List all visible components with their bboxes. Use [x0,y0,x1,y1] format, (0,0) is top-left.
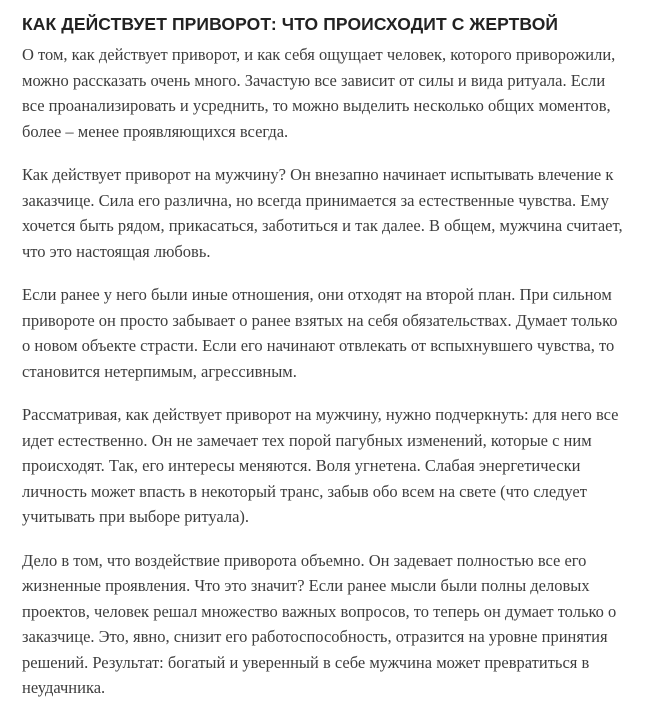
article-paragraph: Если ранее у него были иные отношения, они отходят на второй план. При сильном привороте он просто забывает о ранее взятых на себя обязательствах. Думает только о новом объекте страсти. Если его начинают отвлекать от вспыхнувшего чувства, то становится нетерпимым, агрессивным. [22,285,618,381]
article-paragraph: О том, как действует приворот, и как себя ощущает человек, которого приворожили, можно рассказать очень много. Зачастую все зависит от силы и вида ритуала. Если все проанализировать и усреднить, то можно выделить несколько общих моментов, более – менее проявляющихся всегда. [22,45,616,141]
article-paragraph: Как действует приворот на мужчину? Он внезапно начинает испытывать влечение к заказчице. Сила его различна, но всегда принимается за естественные чувства. Ему хочется быть рядом, прикасаться, заботиться и так далее. В общем, мужчина считает, что это настоящая любовь. [22,165,623,261]
article-paragraph: Рассматривая, как действует приворот на мужчину, нужно подчеркнуть: для него все идет естественно. Он не замечает тех порой пагубных изменений, которые с ним происходят. Так, его интересы меняются. Воля угнетена. Слабая энергетически личность может впасть в некоторый транс, забыв обо всем на свете (что следует учитывать при выборе ритуала). [22,405,619,526]
article-paragraph: Дело в том, что воздействие приворота объемно. Он задевает полностью все его жизненные проявления. Что это значит? Если ранее мысли были полны деловых проектов, человек решал множество важных вопросов, то теперь он думает только о заказчице. Это, явно, снизит его работоспособность, отразится на уровне принятия решений. Результат: богатый и уверенный в себе мужчина может превратиться в неудачника. [22,550,617,697]
article-title: КАК ДЕЙСТВУЕТ ПРИВОРОТ: ЧТО ПРОИСХОДИТ С ЖЕРТВОЙ [22,14,559,34]
